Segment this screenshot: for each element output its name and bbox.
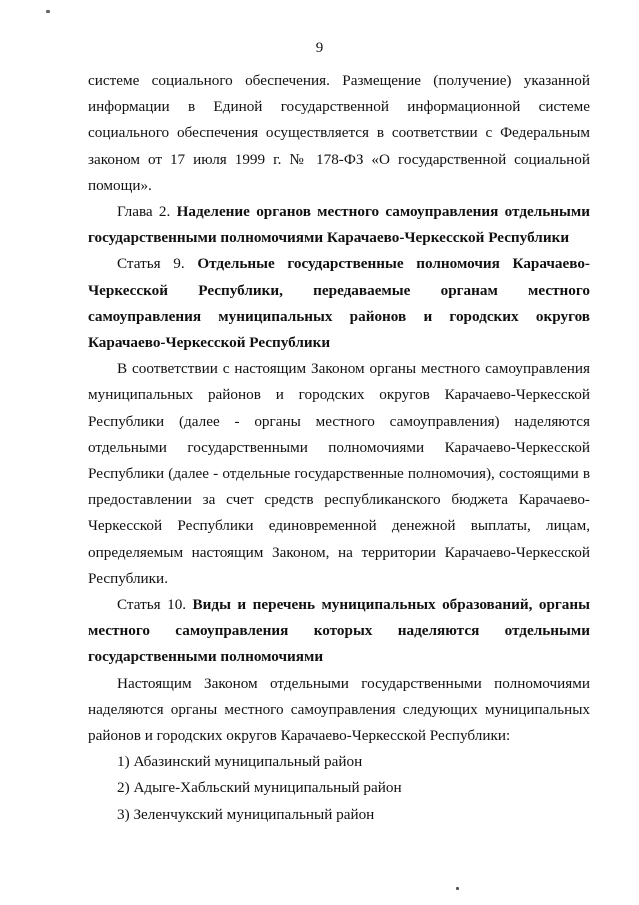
scan-speck <box>456 887 459 890</box>
document-body <box>88 68 590 828</box>
list-item: 2) Адыге-Хабльский муниципальный район <box>117 779 402 797</box>
article-9-prefix: Статья 9. <box>117 255 185 273</box>
article-10-body: Настоящим Законом отдельными государственными полномочиями наделяются органы местного самоуправления следующих муниципальных районов и городских округов Карачаево-Черкесской Республики: <box>88 674 590 745</box>
article-9-heading <box>88 251 590 356</box>
chapter-2-title: Наделение органов местного самоуправления отдельными государственными полномочиями Карачаево-Черкесской Республики <box>88 203 590 247</box>
article-10-prefix: Статья 10. <box>117 596 187 614</box>
chapter-2-heading <box>88 199 590 251</box>
intro-paragraph: системе социального обеспечения. Размещение (получение) указанной информации в Единой государственной информационной системе социального обеспечения осуществляется в соответствии с Федеральным законом от 17 июля 1999 г. № 178-ФЗ «О государственной социальной помощи». <box>88 72 590 194</box>
list-item: 1) Абазинский муниципальный район <box>117 753 363 771</box>
article-9-body: В соответствии с настоящим Законом органы местного самоуправления муниципальных районов и городских округов Карачаево-Черкесской Республики (далее - органы местного самоуправления) наделяются отдельными государственными полномочиями Карачаево-Черкесской Республики (далее - отдельные государственные полномочия), состоящими в предоставлении за счет средств республиканского бюджета Карачаево-Черкесской Республики единовременной денежной выплаты, лицам, определяемым настоящим Законом, на территории Карачаево-Черкесской Республики. <box>88 360 590 587</box>
municipality-list <box>88 749 590 828</box>
article-10-title: Виды и перечень муниципальных образований, органы местного самоуправления которых наделяются отдельными государственными полномочиями <box>88 596 590 666</box>
list-item: 3) Зеленчукский муниципальный район <box>117 805 375 823</box>
scan-speck <box>46 10 50 13</box>
chapter-2-prefix: Глава 2. <box>117 203 171 221</box>
article-10-heading <box>88 592 590 671</box>
page-number: 9 <box>315 40 324 56</box>
article-9-title: Отдельные государственные полномочия Карачаево-Черкесской Республики, передаваемые органам местного самоуправления муниципальных районов и городских округов Карачаево-Черкесской Республики <box>88 255 590 352</box>
